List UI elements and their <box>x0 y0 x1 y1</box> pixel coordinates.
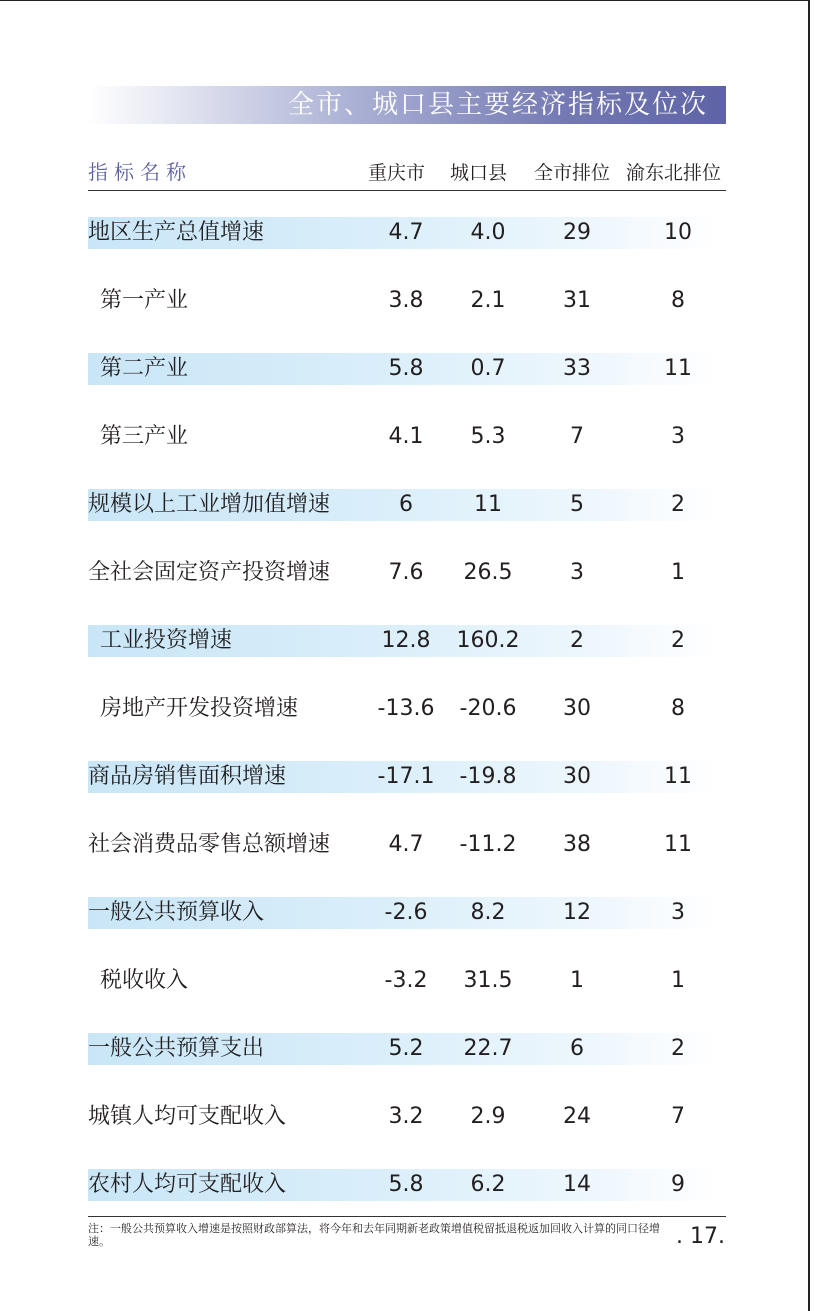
rank-city: 30 <box>563 696 591 721</box>
value-chengkou: 2.1 <box>470 288 506 313</box>
value-chengkou: 2.9 <box>470 1104 506 1129</box>
row-label: 一般公共预算收入 <box>88 900 265 925</box>
row-label: 第二产业 <box>100 356 189 381</box>
row-label: 一般公共预算支出 <box>88 1036 265 1061</box>
table-row <box>88 1101 720 1133</box>
value-chongqing: 5.8 <box>388 356 424 381</box>
value-chengkou: 6.2 <box>470 1172 506 1197</box>
value-chengkou: 0.7 <box>470 356 506 381</box>
rank-northeast: 2 <box>671 492 685 517</box>
rank-northeast: 11 <box>664 764 692 789</box>
table-row <box>88 829 720 861</box>
rank-city: 3 <box>570 560 584 585</box>
rank-city: 38 <box>563 832 591 857</box>
value-chengkou: 5.3 <box>470 424 506 449</box>
table-row <box>88 761 720 793</box>
page-number: . 17. <box>676 1224 725 1249</box>
rank-city: 14 <box>563 1172 591 1197</box>
header-chongqing: 重庆市 <box>368 162 426 184</box>
value-chongqing: -2.6 <box>384 900 428 925</box>
table-row <box>88 1169 720 1201</box>
table-row <box>88 693 720 725</box>
value-chengkou: 22.7 <box>463 1036 513 1061</box>
row-label: 农村人均可支配收入 <box>88 1172 287 1197</box>
row-label: 工业投资增速 <box>100 628 233 653</box>
value-chongqing: 5.2 <box>388 1036 424 1061</box>
rank-city: 31 <box>563 288 591 313</box>
rank-city: 30 <box>563 764 591 789</box>
page-title: 全市、城口县主要经济指标及位次 <box>287 90 708 120</box>
value-chongqing: 12.8 <box>381 628 431 653</box>
table-row <box>88 897 720 929</box>
value-chongqing: 4.1 <box>388 424 424 449</box>
row-label: 社会消费品零售总额增速 <box>88 832 331 857</box>
value-chongqing: 4.7 <box>388 832 424 857</box>
value-chengkou: 11 <box>474 492 502 517</box>
rank-northeast: 7 <box>671 1104 685 1129</box>
table-row <box>88 421 720 453</box>
rank-northeast: 2 <box>671 628 685 653</box>
rank-city: 24 <box>563 1104 591 1129</box>
header-indicator-name: 指标名称 <box>88 160 192 184</box>
value-chongqing: 6 <box>399 492 413 517</box>
rank-northeast: 9 <box>671 1172 685 1197</box>
table-row <box>88 353 720 385</box>
rank-northeast: 2 <box>671 1036 685 1061</box>
footnote: 注：一般公共预算收入增速是按照财政部算法，将今年和去年同期新老政策增值税留抵退税返加回收入计算的同口径增速。 <box>88 1222 660 1248</box>
row-label: 城镇人均可支配收入 <box>88 1104 287 1129</box>
rank-city: 5 <box>570 492 584 517</box>
table-row <box>88 217 720 249</box>
rank-city: 1 <box>570 968 584 993</box>
rank-city: 2 <box>570 628 584 653</box>
rank-northeast: 1 <box>671 968 685 993</box>
table-row <box>88 1033 720 1065</box>
value-chongqing: -13.6 <box>377 696 435 721</box>
header-divider <box>88 190 726 191</box>
value-chongqing: 7.6 <box>388 560 424 585</box>
rank-northeast: 1 <box>671 560 685 585</box>
table-row <box>88 965 720 997</box>
value-chongqing: 3.2 <box>388 1104 424 1129</box>
rank-northeast: 10 <box>664 220 692 245</box>
rank-northeast: 8 <box>671 696 685 721</box>
rank-northeast: 8 <box>671 288 685 313</box>
row-label: 规模以上工业增加值增速 <box>88 492 331 517</box>
value-chengkou: 26.5 <box>463 560 513 585</box>
value-chongqing: -3.2 <box>384 968 428 993</box>
row-label: 地区生产总值增速 <box>88 220 265 245</box>
value-chongqing: -17.1 <box>377 764 435 789</box>
title-banner <box>88 86 726 124</box>
value-chengkou: -20.6 <box>459 696 517 721</box>
footer-divider <box>88 1216 726 1217</box>
row-label: 商品房销售面积增速 <box>88 764 287 789</box>
rank-northeast: 3 <box>671 424 685 449</box>
header-northeast-rank: 渝东北排位 <box>626 162 722 184</box>
value-chengkou: 4.0 <box>470 220 506 245</box>
table-row <box>88 625 720 657</box>
value-chongqing: 4.7 <box>388 220 424 245</box>
table-row <box>88 489 720 521</box>
value-chengkou: -19.8 <box>459 764 517 789</box>
row-label: 全社会固定资产投资增速 <box>88 560 331 585</box>
value-chengkou: 8.2 <box>470 900 506 925</box>
rank-northeast: 11 <box>664 356 692 381</box>
row-label: 第一产业 <box>100 288 189 313</box>
row-label: 第三产业 <box>100 424 189 449</box>
value-chongqing: 3.8 <box>388 288 424 313</box>
header-city-rank: 全市排位 <box>534 162 611 184</box>
value-chongqing: 5.8 <box>388 1172 424 1197</box>
rank-city: 6 <box>570 1036 584 1061</box>
header-chengkou: 城口县 <box>450 162 508 184</box>
rank-northeast: 11 <box>664 832 692 857</box>
table-row <box>88 557 720 589</box>
value-chengkou: -11.2 <box>459 832 517 857</box>
table-header <box>88 156 726 186</box>
row-label: 房地产开发投资增速 <box>100 696 299 721</box>
row-label: 税收收入 <box>100 968 189 993</box>
rank-city: 33 <box>563 356 591 381</box>
rank-city: 12 <box>563 900 591 925</box>
rank-northeast: 3 <box>671 900 685 925</box>
rank-city: 7 <box>570 424 584 449</box>
value-chengkou: 160.2 <box>456 628 520 653</box>
table-row <box>88 285 720 317</box>
value-chengkou: 31.5 <box>463 968 513 993</box>
rank-city: 29 <box>563 220 591 245</box>
